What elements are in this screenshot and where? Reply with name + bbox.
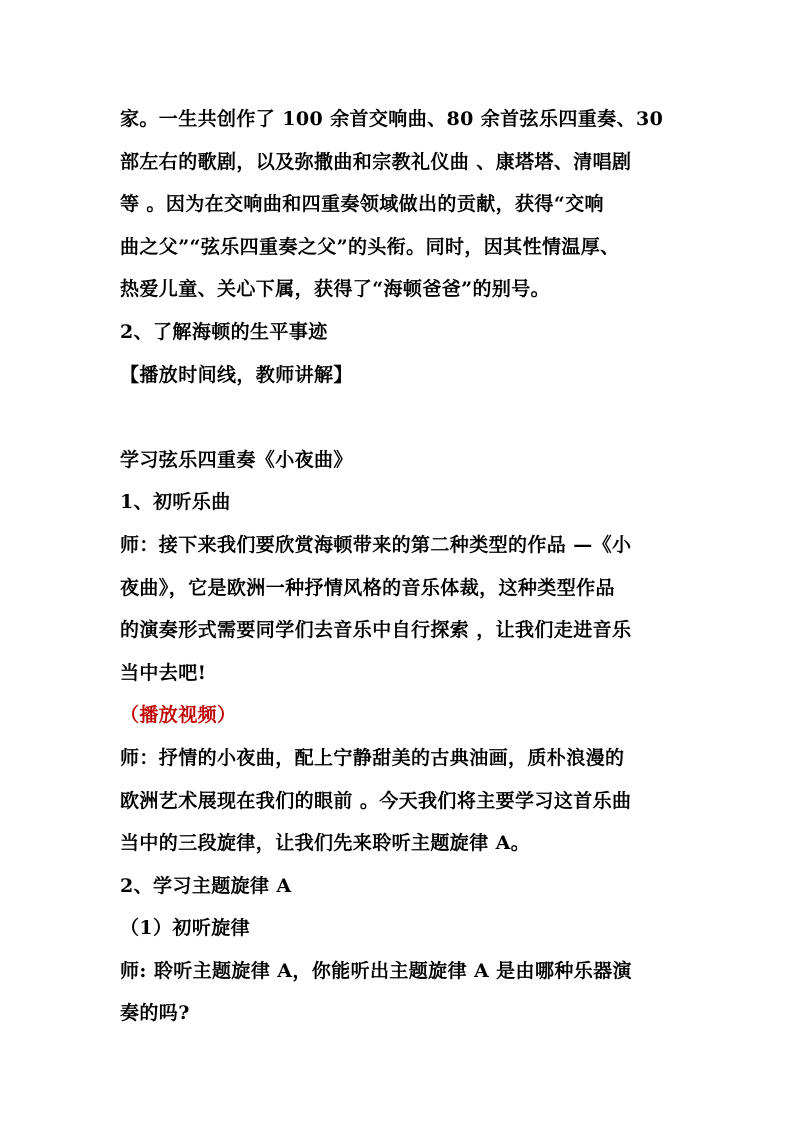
heading-first-listen: 1、初听乐曲: [120, 491, 231, 514]
sub-heading-first-listen: （1）初听旋律: [120, 917, 251, 940]
section-title: 学习弦乐四重奏《小夜曲》: [120, 448, 353, 471]
teacher-para-1-line-1: 师：接下来我们要欣赏海顿带来的第二种类型的作品 —《小: [120, 533, 632, 556]
teacher-para-3-line-2: 奏的吗?: [120, 1002, 190, 1025]
teacher-para-2-line-2: 欧洲艺术展现在我们的眼前 。今天我们将主要学习这首乐曲: [120, 789, 632, 812]
intro-line-4: 曲之父”“弦乐四重奏之父”的头衔。同时，因其性情温厚、: [120, 235, 620, 258]
teacher-para-1-line-2: 夜曲》，它是欧洲一种抒情风格的音乐体裁，这种类型作品: [120, 576, 615, 599]
document-body: [120, 98, 676, 1035]
teacher-para-1-line-4: 当中去吧!: [120, 661, 207, 684]
teacher-para-2-line-1: 师：抒情的小夜曲，配上宁静甜美的古典油画，质朴浪漫的: [120, 746, 625, 769]
play-video-note: （播放视频）: [120, 704, 237, 727]
blank-line: [120, 396, 676, 439]
intro-line-3: 等 。因为在交响曲和四重奏领域做出的贡献，获得“交响: [120, 193, 604, 216]
bracket-note: 【播放时间线，教师讲解】: [120, 363, 353, 386]
intro-line-1: 家。一生共创作了 100 余首交响曲、80 余首弦乐四重奏、30: [120, 108, 664, 130]
teacher-para-3-line-1: 师: 聆听主题旋律 A，你能听出主题旋律 A 是由哪种乐器演: [120, 959, 632, 982]
heading-biography: 2、了解海顿的生平事迹: [120, 320, 328, 343]
teacher-para-2-line-3: 当中的三段旋律，让我们先来聆听主题旋律 A。: [120, 832, 531, 855]
intro-line-2: 部左右的歌剧，以及弥撒曲和宗教礼仪曲 、康塔塔、清唱剧: [120, 150, 632, 173]
intro-line-5: 热爱儿童、关心下属，获得了“海顿爸爸”的别号。: [120, 278, 551, 301]
teacher-para-1-line-3: 的演奏形式需要同学们去音乐中自行探索 ，让我们走进音乐: [120, 619, 632, 642]
heading-theme-a: 2、学习主题旋律 A: [120, 874, 292, 897]
